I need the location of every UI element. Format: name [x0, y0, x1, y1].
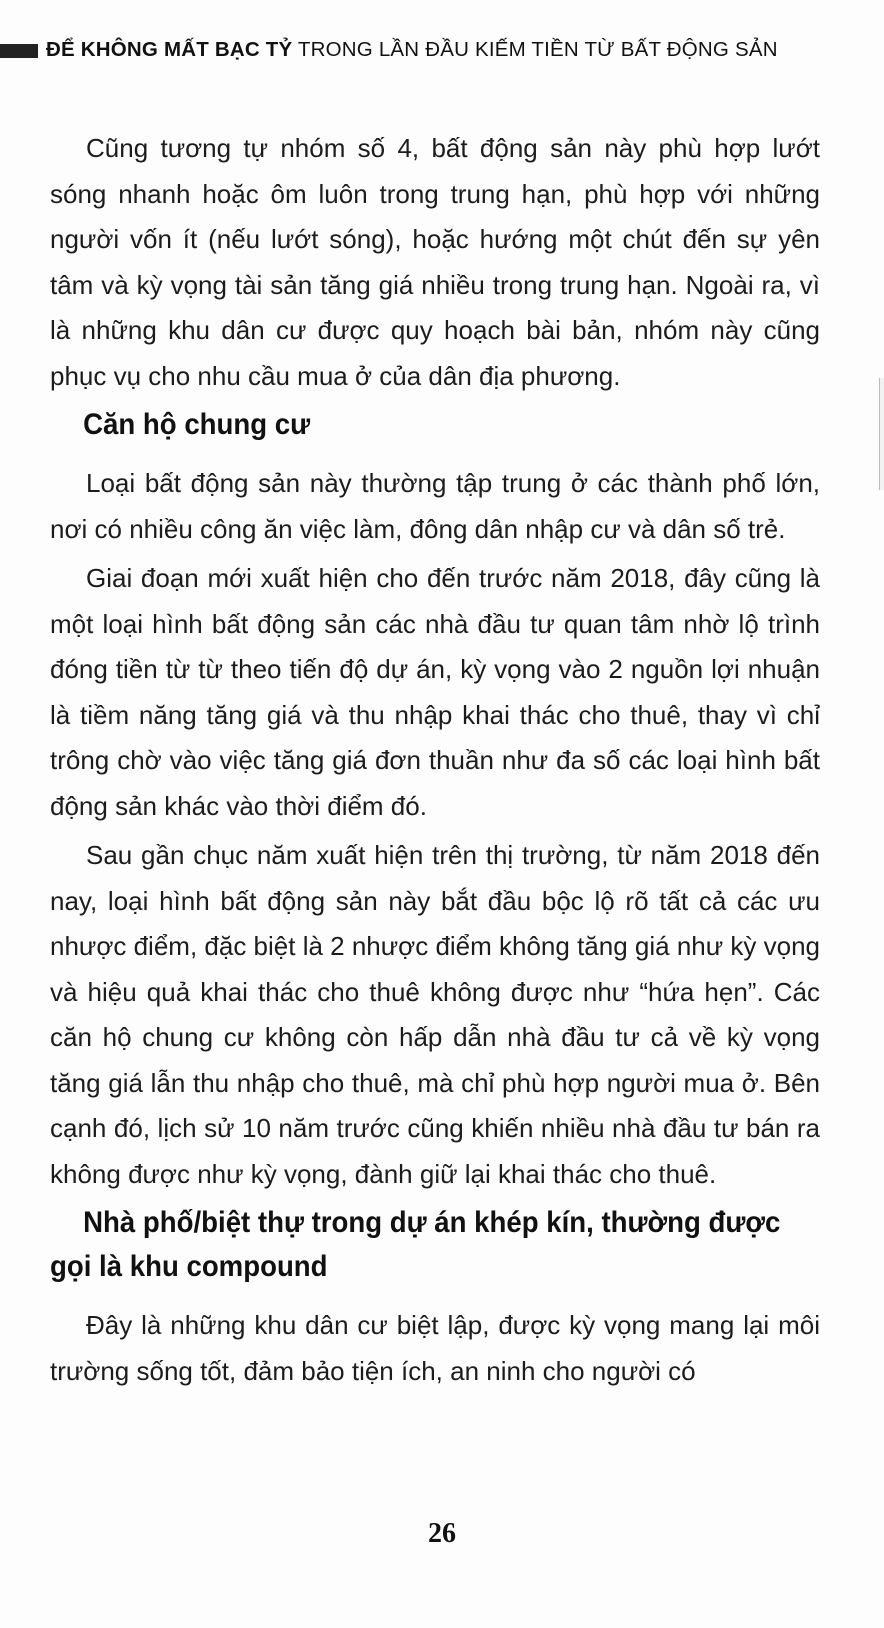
header-title-bold: ĐỂ KHÔNG MẤT BẠC TỶ [46, 38, 293, 61]
section-heading-compound: Nhà phố/biệt thự trong dự án khép kín, thường được gọi là khu compound [50, 1206, 781, 1283]
section-heading-apartments: Căn hộ chung cư [83, 408, 311, 441]
paragraph-1: Cũng tương tự nhóm số 4, bất động sản này phù hợp lướt sóng nhanh hoặc ôm luôn trong trung hạn, phù hợp với những người vốn ít (nếu lướt sóng), hoặc hướng một chút đến sự yên tâm và kỳ vọng tài sản tăng giá nhiều trong trung hạn. Ngoài ra, vì là những khu dân cư được quy hoạch bài bản, nhóm này cũng phục vụ cho nhu cầu mua ở của dân địa phương. [50, 133, 820, 391]
paragraph-2: Loại bất động sản này thường tập trung ở các thành phố lớn, nơi có nhiều công ăn việc làm, đông dân nhập cư và dân số trẻ. [50, 468, 820, 544]
header-title-rest: TRONG LẦN ĐẦU KIẾM TIỀN TỪ BẤT ĐỘNG SẢN [292, 38, 778, 61]
page-body [50, 126, 820, 1398]
page-edge-mark [879, 378, 884, 490]
header-bar-mark [0, 44, 38, 58]
paragraph-5: Đây là những khu dân cư biệt lập, được kỳ vọng mang lại môi trường sống tốt, đảm bảo tiện ích, an ninh cho người có [50, 1310, 820, 1386]
paragraph-4: Sau gần chục năm xuất hiện trên thị trường, từ năm 2018 đến nay, loại hình bất động sản này bắt đầu bộc lộ rõ tất cả các ưu nhược điểm, đặc biệt là 2 nhược điểm không tăng giá như kỳ vọng và hiệu quả khai thác cho thuê không được như “hứa hẹn”. Các căn hộ chung cư không còn hấp dẫn nhà đầu tư cả về kỳ vọng tăng giá lẫn thu nhập cho thuê, mà chỉ phù hợp người mua ở. Bên cạnh đó, lịch sử 10 năm trước cũng khiến nhiều nhà đầu tư bán ra không được như kỳ vọng, đành giữ lại khai thác cho thuê. [50, 840, 820, 1189]
header-title [46, 38, 778, 62]
paragraph-3: Giai đoạn mới xuất hiện cho đến trước năm 2018, đây cũng là một loại hình bất động sản các nhà đầu tư quan tâm nhờ lộ trình đóng tiền từ từ theo tiến độ dự án, kỳ vọng vào 2 nguồn lợi nhuận là tiềm năng tăng giá và thu nhập khai thác cho thuê, thay vì chỉ trông chờ vào việc tăng giá đơn thuần như đa số các loại hình bất động sản khác vào thời điểm đó. [50, 563, 820, 821]
page-number: 26 [428, 1518, 456, 1549]
running-header [0, 36, 884, 66]
